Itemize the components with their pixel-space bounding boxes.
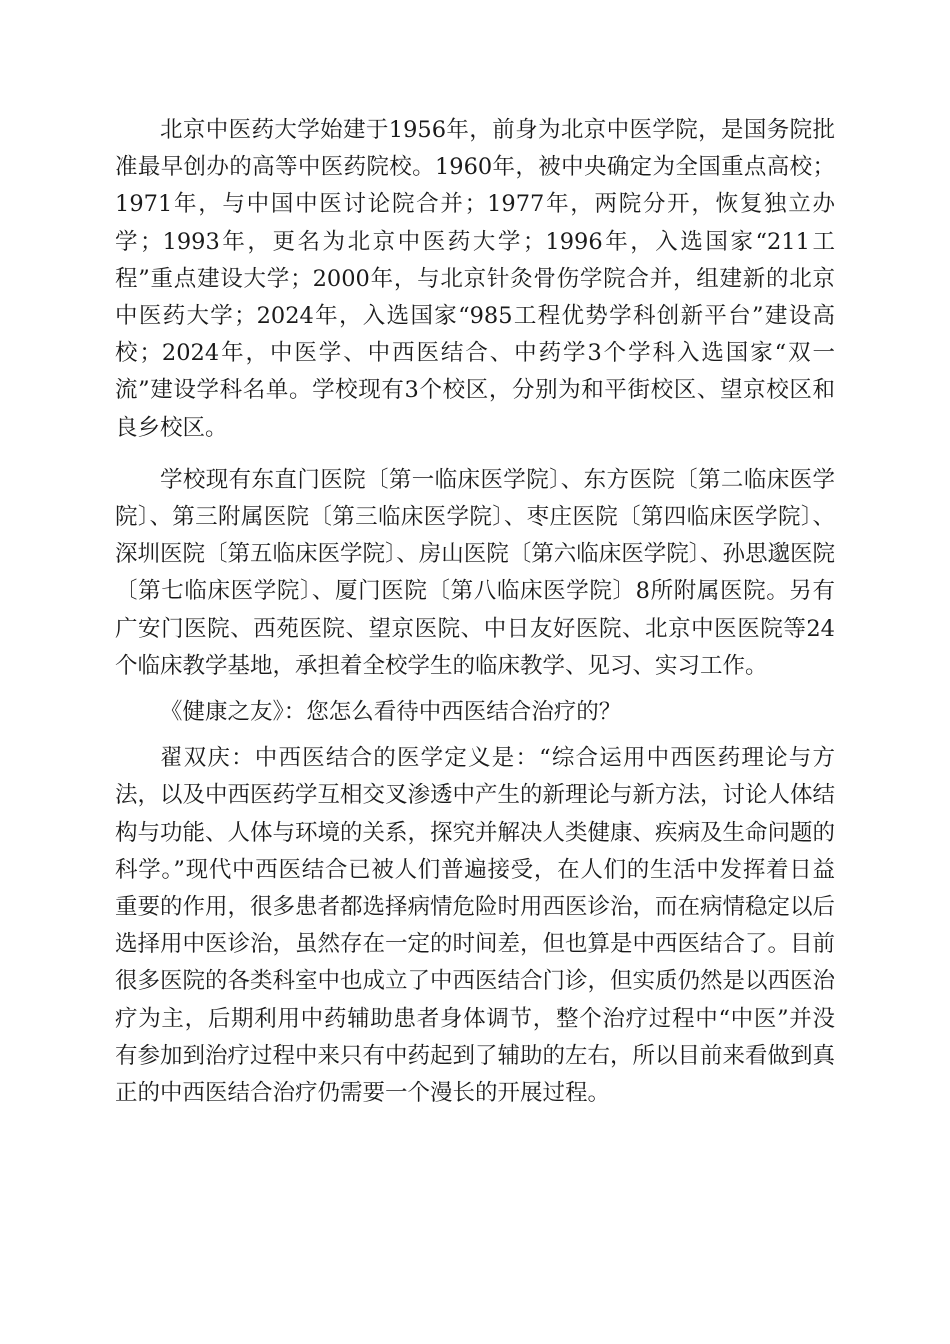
paragraph-interview-question: 《健康之友》：您怎么看待中西医结合治疗的？ bbox=[160, 699, 622, 726]
paragraph-affiliated-hospitals: 学校现有东直门医院〔第一临床医学院〕、东方医院〔第二临床医学院〕、第三附属医院〔第三临床医学院〕、枣庄医院〔第四临床医学院〕、深圳医院〔第五临床医学院〕、房山医院〔第六临床医学院〕、孙思邈医院〔第七临床医学院〕、厦门医院〔第八临床医学院〕8所附属医院。另有广安门医院、西苑医院、望京医院、中日友好医院、北京中医医院等24个临床教学基地，承担着全校学生的临床教学、见习、实习工作。 bbox=[115, 466, 836, 679]
paragraph-university-history: 北京中医药大学始建于1956年，前身为北京中医学院，是国务院批准最早创办的高等中医药院校。1960年，被中央确定为全国重点高校；1971年，与中国中医讨论院合并；1977年，两院分开，恢复独立办学；1993年，更名为北京中医药大学；1996年，入选国家“211工程”重点建设大学；2000年，与北京针灸骨伤学院合并，组建新的北京中医药大学；2024年，入选国家“985工程优势学科创新平台”建设高校；2024年，中医学、中西医结合、中药学3个学科入选国家“双一流”建设学科名单。学校现有3个校区，分别为和平街校区、望京校区和良乡校区。 bbox=[115, 117, 835, 441]
paragraph-interview-answer: 翟双庆：中西医结合的医学定义是：“综合运用中西医药理论与方法，以及中西医药学互相交叉渗透中产生的新理论与新方法，讨论人体结构与功能、人体与环境的关系，探究并解决人类健康、疾病及生命问题的科学。”现代中西医结合已被人们普遍接受，在人们的生活中发挥着日益重要的作用，很多患者都选择病情危险时用西医诊治，而在病情稳定以后选择用中医诊治，虽然存在一定的时间差，但也算是中西医结合了。目前很多医院的各类科室中也成立了中西医结合门诊，但实质仍然是以西医治疗为主，后期利用中药辅助患者身体调节，整个治疗过程中“中医”并没有参加到治疗过程中来只有中药起到了辅助的左右，所以目前来看做到真正的中西医结合治疗仍需要一个漫长的开展过程。 bbox=[115, 745, 836, 1107]
document-body bbox=[115, 112, 835, 1112]
